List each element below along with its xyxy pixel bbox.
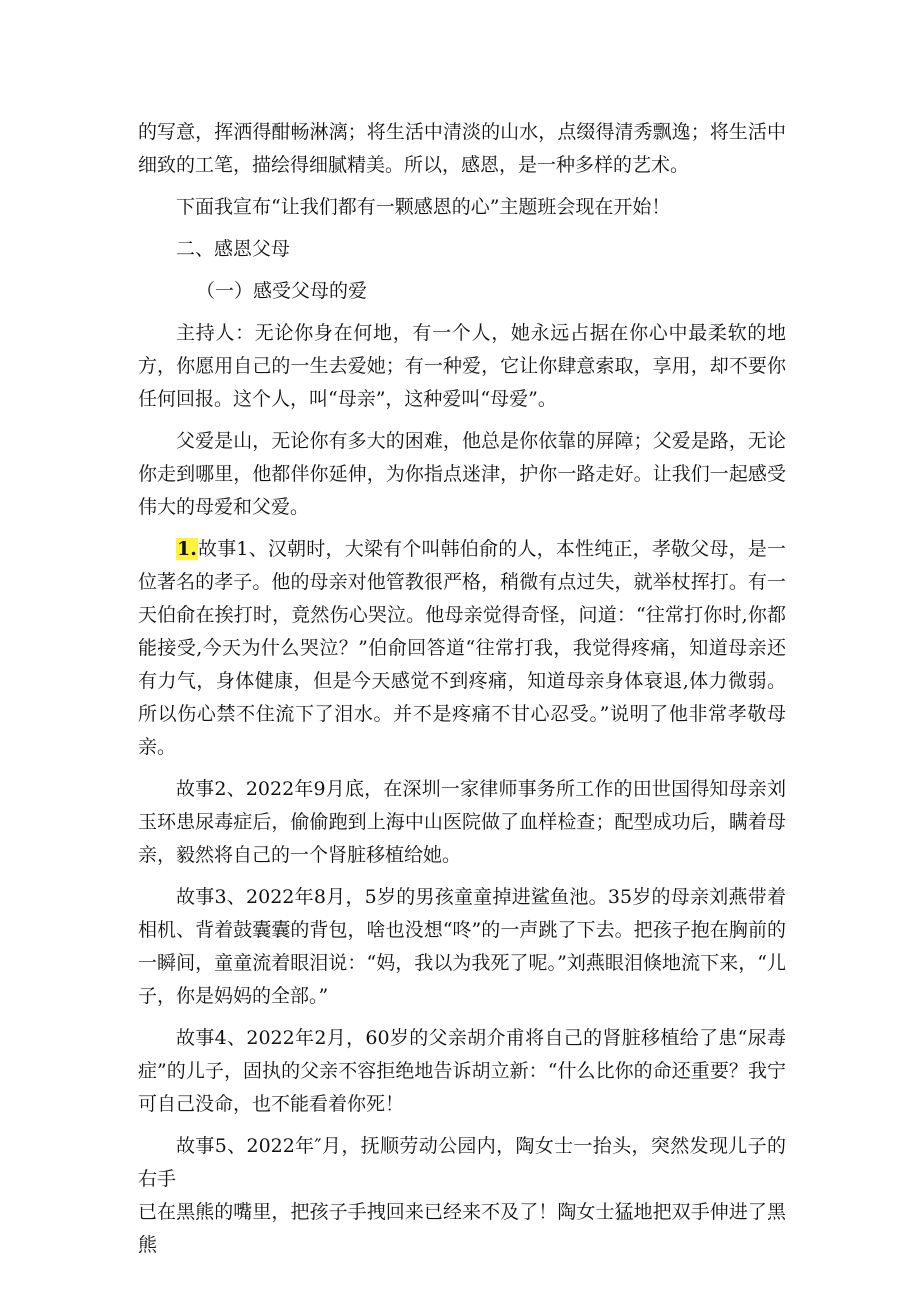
story-5-line-1: 故事5、2022年″月，抚顺劳动公园内，陶女士一抬头，突然发现儿子的右手	[138, 1135, 786, 1190]
paragraph-story-5	[138, 1130, 786, 1262]
paragraph-story-3: 故事3、2022年8月，5岁的男孩童童掉进鲨鱼池。35岁的母亲刘燕带着相机、背着鼓囊囊的背包，啥也没想“咚”的一声跳了下去。把孩子抱在胸前的一瞬间，童童流着眼泪说：“妈，我以为我死了呢。”刘燕眼泪倏地流下来，“儿子，你是妈妈的全部。”	[138, 886, 786, 1007]
paragraph-announcement: 下面我宣布“让我们都有一颗感恩的心”主题班会现在开始！	[176, 196, 671, 218]
subsection-heading: （一）感受父母的爱	[196, 280, 368, 302]
paragraph-art: 的写意，挥洒得酣畅淋漓；将生活中清淡的山水，点缀得清秀飘逸；将生活中细致的工笔，描绘得细腻精美。所以，感恩，是一种多样的艺术。	[138, 121, 786, 176]
paragraph-host: 主持人：无论你身在何地，有一个人，她永远占据在你心中最柔软的地方，你愿用自己的一生去爱她；有一种爱，它让你肆意索取，享用，却不要你任何回报。这个人，叫“母亲”，这种爱叫“母爱”。	[138, 322, 786, 410]
section-heading: 二、感恩父母	[176, 238, 291, 260]
paragraph-story-1	[138, 533, 786, 764]
story-1-text: 故事1、汉朝时，大梁有个叫韩伯俞的人，本性纯正，孝敬父母，是一位著名的孝子。他的母亲对他管教很严格，稍微有点过失，就举杖挥打。有一天伯俞在挨打时，竟然伤心哭泣。他母亲觉得奇怪，问道：“往常打你时,你都能接受,今天为什么哭泣？”伯俞回答道“往常打我，我觉得疼痛，知道母亲还有力气，身体健康，但是今天感觉不到疼痛，知道母亲身体衰退,体力微弱。所以伤心禁不住流下了泪水。并不是疼痛不甘心忍受。”说明了他非常孝敬母亲。	[138, 538, 786, 758]
highlight-marker: 1.	[177, 538, 197, 560]
document-page	[138, 116, 786, 1271]
paragraph-story-2: 故事2、2022年9月底，在深圳一家律师事务所工作的田世国得知母亲刘玉环患尿毒症后，偷偷跑到上海中山医院做了血样检查；配型成功后，瞒着母亲，毅然将自己的一个肾脏移植给她。	[138, 778, 786, 866]
paragraph-story-4: 故事4、2022年2月，60岁的父亲胡介甫将自己的肾脏移植给了患“尿毒症”的儿子，固执的父亲不容拒绝地告诉胡立新：“什么比你的命还重要？我宁可自己没命，也不能看着你死！	[138, 1027, 786, 1115]
story-5-line-2: 已在黑熊的嘴里，把孩子手拽回来已经来不及了！陶女士猛地把双手伸进了黑熊	[138, 1201, 786, 1256]
paragraph-father-love: 父爱是山，无论你有多大的困难，他总是你依靠的屏障；父爱是路，无论你走到哪里，他都伴你延伸，为你指点迷津，护你一路走好。让我们一起感受伟大的母爱和父爱。	[138, 430, 786, 518]
